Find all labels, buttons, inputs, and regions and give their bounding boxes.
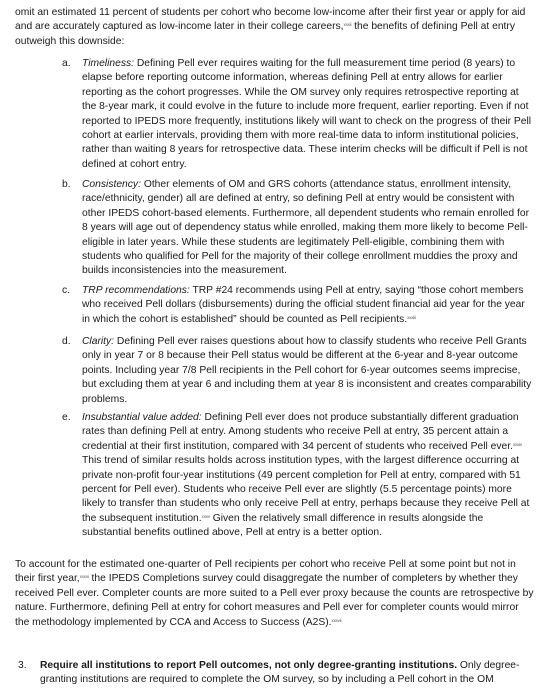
closing-text-after: the IPEDS Completions survey could disaggregate the number of completers by whether they received Pell ever. Completer counts are more suited to a Pell ever proxy because the counts are retrospective by nature. Furthermore, defining Pell at entry for cohort measures and Pell ever for completer counts would mirror the methodology implemented by CCA and Access to Success (A2S).: [15, 573, 534, 628]
endnote-marker: xxxv: [201, 513, 210, 519]
list-item-insubstantial-value: [62, 411, 532, 541]
list-marker: a.: [62, 58, 71, 69]
closing-text: To account for the estimated one-quarter of Pell recipients per cohort who receive Pell at some point but not in their first year,: [15, 559, 516, 585]
list-item-term: Insubstantial value added:: [82, 412, 202, 423]
intro-paragraph: [15, 6, 535, 49]
list-item-text: TRP #24 recommends using Pell at entry, saying “those cohort members who received Pell dollars (disbursements) during the official student financial aid year for the year in which the cohort is established” should be counted as Pell recipients.: [82, 285, 525, 325]
list-item-trp-recommendations: [62, 284, 532, 327]
list-item-text: Defining Pell ever requires waiting for the full measurement time period (8 years) to elapse before reporting outcome information, whereas defining Pell at entry allows for earlier reporting as the cohort progresses. While the OM survey only requires retrospective reporting at the 8-year mark, it could evolve in the future to include more frequent, earlier reporting. Even if not reported to IPEDS more frequently, institutions likely will want to check on the progress of their Pell cohort at earlier intervals, providing them with more real-time data to inform institutional policies, rather than waiting 8 years for retrospective data. These interim checks will be difficult if Pell is not defined at cohort entry.: [82, 58, 532, 170]
list-item-term: TRP recommendations:: [82, 285, 190, 296]
intro-text-after: the benefits of defining Pell at entry outweigh this downside:: [15, 21, 515, 47]
closing-paragraph: [15, 558, 535, 630]
numbered-item-text: Only degree-granting institutions are required to complete the OM survey, so by including a Pell cohort in the OM: [40, 660, 520, 686]
endnote-marker: xxxii: [343, 22, 352, 28]
endnote-marker: xxxiii: [407, 314, 416, 320]
list-item-term: Consistency:: [82, 179, 141, 190]
list-item-clarity: [62, 335, 532, 407]
list-marker: b.: [62, 179, 71, 190]
list-item-timeliness: [62, 57, 532, 172]
list-item-text: Defining Pell ever raises questions about how to classify students who receive Pell Grants only in year 7 or 8 because their Pell status would be different at the 6-year and 8-year outcome points. Including year 7/8 Pell recipients in the Pell cohort for 6-year outcomes seems imprecise, but excluding them at year 6 and including them at year 8 is inconsistent and creates comparability problems.: [82, 336, 532, 405]
list-item-term: Timeliness:: [82, 58, 134, 69]
list-marker: c.: [62, 285, 71, 296]
endnote-marker: xxxvi: [79, 574, 89, 580]
list-item-text-after: Given the relatively small difference in results alongside the substantial benefits outlined above, Pell at entry is a better option.: [82, 512, 484, 539]
numbered-item-3: [18, 659, 535, 688]
list-item-term: Clarity:: [82, 336, 115, 347]
list-item-consistency: [62, 178, 532, 279]
numbered-item-heading: Require all institutions to report Pell outcomes, not only degree-granting institutions.: [40, 660, 458, 671]
intro-text: omit an estimated 11 percent of students per cohort who become low-income after their first year or apply for aid and are accurately captured as low-income later in their college careers,: [15, 7, 526, 33]
endnote-marker: xxxiv: [512, 441, 522, 447]
list-item-text: Other elements of OM and GRS cohorts (attendance status, enrollment intensity, race/ethnicity, gender) all are defined at entry, so defining Pell at entry would be consistent with other IPEDS cohort-based elements. Furthermore, all dependent students who remain enrolled for 8 years will age out of dependency status while enrolled, making them more likely to become Pell-eligible in later years. While these students are legitimately Pell-eligible, combining them with students who qualified for Pell for the majority of their college enrollment muddies the proxy and builds inconsistencies into the measurement.: [82, 179, 530, 277]
list-item-text-after: This trend of similar results holds across institution types, with the largest difference occurring at private non-profit four-year institutions (49 percent completion for Pell at entry, compared with 51 percent for Pell ever). Students who receive Pell ever are slightly (5.5 percentage points) more likely to transfer than students who only receive Pell at entry, perhaps because they receive Pell at the subsequent institution.: [82, 455, 530, 524]
endnote-marker: xxxvii: [331, 617, 342, 623]
list-marker: d.: [62, 336, 71, 347]
list-marker: e.: [62, 412, 71, 423]
list-item-text: Defining Pell ever does not produce substantially different graduation rates than defining Pell at entry. Among students who receive Pell at entry, 35 percent attain a credential at their first institution, compared with 34 percent of students who received Pell ever.: [82, 412, 519, 452]
numbered-marker: 3.: [18, 660, 27, 671]
